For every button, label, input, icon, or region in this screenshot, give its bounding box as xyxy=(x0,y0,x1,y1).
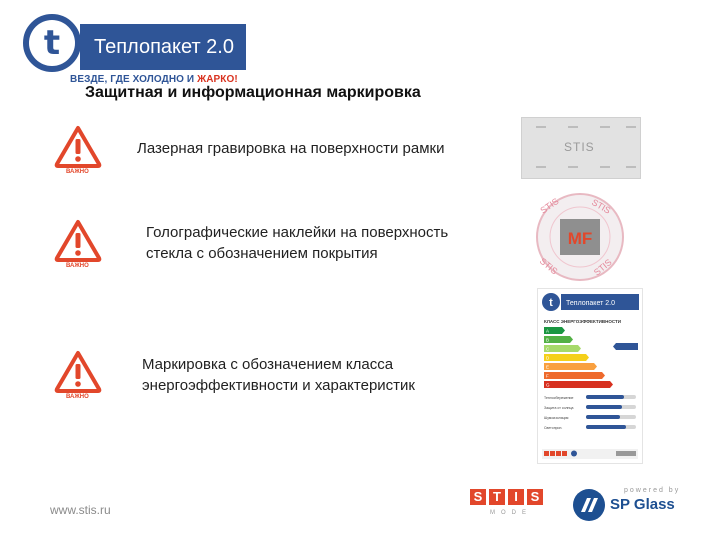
svg-text:Защита от солнца: Защита от солнца xyxy=(544,406,574,410)
item-holo-line1: Голографические наклейки на поверхность xyxy=(146,224,449,241)
svg-text:G: G xyxy=(546,382,550,388)
sp-glass-logo-icon xyxy=(572,488,606,527)
svg-text:C: C xyxy=(546,346,550,352)
hologram-sticker xyxy=(535,192,625,282)
tagline-main: ВЕЗДЕ, ГДЕ ХОЛОДНО И xyxy=(70,74,198,85)
label-heading: КЛАСС ЭНЕРГОЭФФЕКТИВНОСТИ xyxy=(544,319,621,324)
energy-class-bars xyxy=(544,327,613,388)
brand-logo xyxy=(23,14,81,72)
item-energy-line1: Маркировка с обозначением класса xyxy=(142,356,394,373)
warning-label: ВАЖНО xyxy=(66,169,89,174)
item-energy-text xyxy=(142,354,415,396)
warning-icon xyxy=(53,124,103,174)
page-title: Защитная и информационная маркировка xyxy=(85,84,421,101)
stis-logo: S T I S xyxy=(470,488,546,506)
tagline-hot: ЖАРКО! xyxy=(197,74,238,85)
characteristics-bars xyxy=(544,395,636,430)
holo-ring-text: STIS xyxy=(538,195,561,216)
laser-engraving-photo xyxy=(521,117,641,179)
stis-subtitle: MODE xyxy=(490,510,532,516)
website-url: www.stis.ru xyxy=(50,503,111,517)
holo-ring-text: STIS xyxy=(591,257,614,278)
powered-by-text: powered by xyxy=(624,487,681,494)
engraving-mark: STIS xyxy=(564,140,595,154)
item-laser-text: Лазерная гравировка на поверхности рамки xyxy=(137,140,445,157)
item-holo-text xyxy=(146,222,448,264)
energy-class-label xyxy=(537,288,643,464)
svg-text:F: F xyxy=(546,373,549,379)
logo-superscript: 2D xyxy=(64,31,73,38)
svg-text:Теплосбережение: Теплосбережение xyxy=(544,396,574,400)
item-energy-line2: энергоэффективности и характеристик xyxy=(142,377,415,394)
svg-text:A: A xyxy=(546,328,550,334)
holo-ring-text: STIS xyxy=(590,197,613,216)
item-holo-line2: стекла с обозначением покрытия xyxy=(146,245,378,262)
brand-name: Теплопакет 2.0 xyxy=(80,24,246,70)
svg-text:t: t xyxy=(549,297,553,309)
warning-label: ВАЖНО xyxy=(66,263,89,268)
svg-text:E: E xyxy=(546,364,550,370)
holo-ring-text: STIS xyxy=(537,255,560,277)
warning-icon xyxy=(53,218,103,268)
holo-center-text: MF xyxy=(567,229,593,248)
svg-text:B: B xyxy=(546,337,550,343)
warning-icon xyxy=(53,349,103,399)
svg-text:D: D xyxy=(546,355,550,361)
svg-text:Шумоизоляция: Шумоизоляция xyxy=(544,416,569,420)
sp-glass-name: SP Glass xyxy=(610,496,675,513)
svg-text:Светопроп.: Светопроп. xyxy=(544,426,563,430)
warning-label: ВАЖНО xyxy=(66,394,89,399)
label-brand: Теплопакет 2.0 xyxy=(566,300,615,307)
logo-letter: t xyxy=(29,20,75,66)
